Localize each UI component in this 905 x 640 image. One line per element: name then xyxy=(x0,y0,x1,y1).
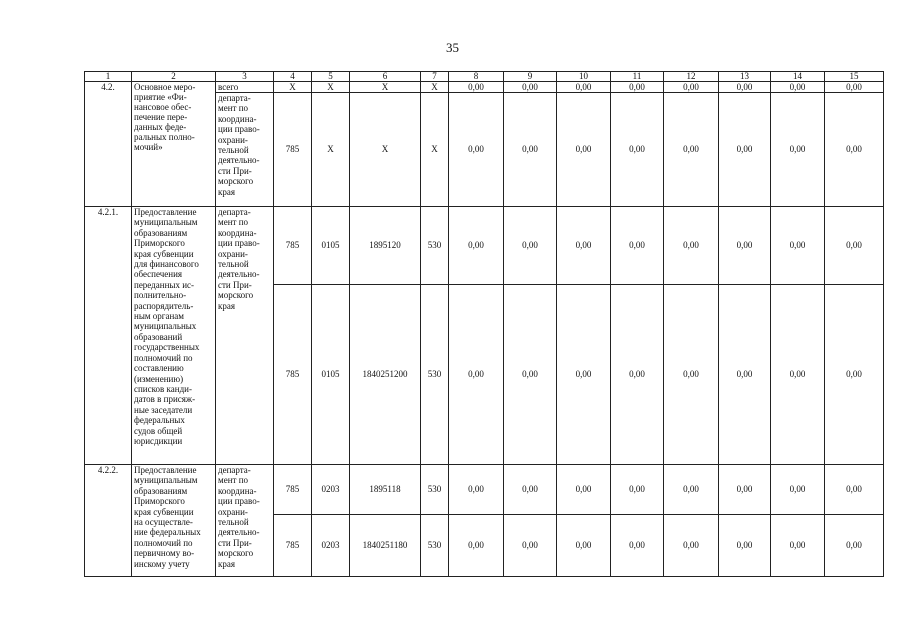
value-cell: 0,00 xyxy=(664,285,719,465)
row-number: 4.2.2. xyxy=(85,465,132,577)
value-cell: 0203 xyxy=(312,465,350,515)
header-cell: 8 xyxy=(449,72,504,82)
value-cell: 0,00 xyxy=(611,515,664,577)
value-cell: 0,00 xyxy=(825,82,884,93)
value-cell: 0,00 xyxy=(719,207,771,285)
measure-name: Основное меро- приятие «Фи- нансовое обес- печение пере- данных феде- ральных полно- мочий» xyxy=(132,82,216,207)
value-cell: 0,00 xyxy=(825,207,884,285)
value-cell: 0,00 xyxy=(664,207,719,285)
value-cell: 0,00 xyxy=(664,82,719,93)
value-cell: 0,00 xyxy=(719,82,771,93)
value-cell: 1840251200 xyxy=(350,285,421,465)
value-cell: 0,00 xyxy=(771,285,825,465)
value-cell: Х xyxy=(350,93,421,207)
header-cell: 7 xyxy=(421,72,449,82)
value-cell: 0,00 xyxy=(557,93,611,207)
value-cell: 0203 xyxy=(312,515,350,577)
value-cell: 0,00 xyxy=(557,515,611,577)
header-cell: 12 xyxy=(664,72,719,82)
value-cell: 0,00 xyxy=(719,465,771,515)
value-cell: Х xyxy=(421,82,449,93)
value-cell: 0,00 xyxy=(771,93,825,207)
header-cell: 15 xyxy=(825,72,884,82)
header-cell: 14 xyxy=(771,72,825,82)
value-cell: 0,00 xyxy=(504,465,557,515)
value-cell: 0,00 xyxy=(611,93,664,207)
value-cell: 0,00 xyxy=(504,82,557,93)
value-cell: 530 xyxy=(421,207,449,285)
value-cell: 0,00 xyxy=(449,82,504,93)
value-cell: 0,00 xyxy=(611,82,664,93)
value-cell: 0,00 xyxy=(719,285,771,465)
value-cell: 0,00 xyxy=(557,82,611,93)
value-cell: 0,00 xyxy=(504,93,557,207)
value-cell: 0,00 xyxy=(771,465,825,515)
header-cell: 10 xyxy=(557,72,611,82)
value-cell: 0,00 xyxy=(664,93,719,207)
value-cell: 0,00 xyxy=(557,207,611,285)
row-number: 4.2. xyxy=(85,82,132,207)
value-cell: 0,00 xyxy=(449,465,504,515)
header-cell: 3 xyxy=(216,72,274,82)
value-cell: 785 xyxy=(274,207,312,285)
responsible-dept: департа- мент по координа- ции право- охрани- тельной деятельно- сти При- морского края xyxy=(216,465,274,577)
page-number: 35 xyxy=(446,40,459,55)
budget-table xyxy=(84,71,884,577)
value-cell: 785 xyxy=(274,465,312,515)
responsible-dept: департа- мент по координа- ции право- охрани- тельной деятельно- сти При- морского края xyxy=(216,207,274,465)
value-cell: 0,00 xyxy=(449,285,504,465)
measure-name: Предоставление муниципальным образованиям Приморского края субвенции для финансового обеспечения переданных ис- полнительно- распорядитель- ным органам муниципальных образований государственных полномочий по составлению (изменению) списков канди- датов в присяж- ные заседатели федеральных судов общей юрисдикции xyxy=(132,207,216,465)
value-cell: 0,00 xyxy=(611,465,664,515)
value-cell: 530 xyxy=(421,465,449,515)
value-cell: 785 xyxy=(274,515,312,577)
table-row-4-2-2-a xyxy=(85,465,884,515)
value-cell: Х xyxy=(350,82,421,93)
value-cell: 530 xyxy=(421,285,449,465)
value-cell: 1840251180 xyxy=(350,515,421,577)
value-cell: Х xyxy=(312,82,350,93)
responsible-dept: департа- мент по координа- ции право- охрани- тельной деятельно- сти При- морского края xyxy=(216,93,274,207)
header-cell: 5 xyxy=(312,72,350,82)
value-cell: 0,00 xyxy=(557,465,611,515)
value-cell: 785 xyxy=(274,285,312,465)
value-cell: 0,00 xyxy=(504,285,557,465)
header-cell: 9 xyxy=(504,72,557,82)
value-cell: 0,00 xyxy=(771,82,825,93)
header-cell: 6 xyxy=(350,72,421,82)
value-cell: Х xyxy=(421,93,449,207)
value-cell: 0,00 xyxy=(825,465,884,515)
value-cell: 0,00 xyxy=(611,207,664,285)
value-cell: 1895118 xyxy=(350,465,421,515)
table-row-4-2-1-a xyxy=(85,207,884,285)
value-cell: 0,00 xyxy=(825,93,884,207)
value-cell: 0,00 xyxy=(825,285,884,465)
total-label: всего xyxy=(216,82,274,93)
value-cell: 0,00 xyxy=(719,93,771,207)
value-cell: 0105 xyxy=(312,285,350,465)
header-cell: 1 xyxy=(85,72,132,82)
value-cell: 0,00 xyxy=(449,515,504,577)
header-cell: 4 xyxy=(274,72,312,82)
row-number: 4.2.1. xyxy=(85,207,132,465)
value-cell: 0,00 xyxy=(719,515,771,577)
value-cell: 530 xyxy=(421,515,449,577)
header-cell: 13 xyxy=(719,72,771,82)
value-cell: 0,00 xyxy=(449,93,504,207)
table-row-4-2-total xyxy=(85,82,884,93)
header-row xyxy=(85,72,884,82)
value-cell: 1895120 xyxy=(350,207,421,285)
value-cell: 0,00 xyxy=(504,515,557,577)
value-cell: 0,00 xyxy=(771,515,825,577)
value-cell: 0,00 xyxy=(771,207,825,285)
measure-name: Предоставление муниципальным образованиям Приморского края субвенции на осуществле- ние федеральных полномочий по первичному во- инскому учету xyxy=(132,465,216,577)
value-cell: Х xyxy=(312,93,350,207)
value-cell: 0,00 xyxy=(449,207,504,285)
value-cell: 0,00 xyxy=(611,285,664,465)
value-cell: 0,00 xyxy=(557,285,611,465)
value-cell: 0,00 xyxy=(504,207,557,285)
value-cell: Х xyxy=(274,82,312,93)
header-cell: 11 xyxy=(611,72,664,82)
value-cell: 0105 xyxy=(312,207,350,285)
header-cell: 2 xyxy=(132,72,216,82)
value-cell: 0,00 xyxy=(825,515,884,577)
value-cell: 785 xyxy=(274,93,312,207)
value-cell: 0,00 xyxy=(664,515,719,577)
value-cell: 0,00 xyxy=(664,465,719,515)
